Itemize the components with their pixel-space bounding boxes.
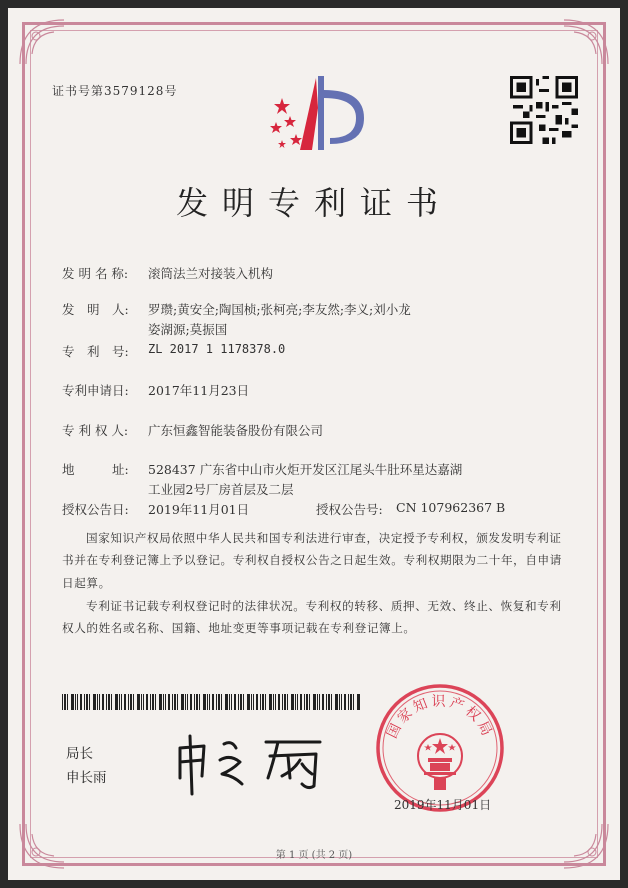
barcode-icon — [62, 694, 362, 710]
patentee-label: 专 利 权 人: — [62, 423, 129, 438]
patentee-name: 广东恒鑫智能装备股份有限公司 — [148, 423, 324, 438]
signatory-title: 局长 — [66, 746, 93, 762]
patent-office-emblem-icon — [260, 68, 370, 158]
address-label: 地 址: — [62, 462, 129, 477]
grant-date-label: 授权公告日: — [62, 502, 129, 517]
corner-ornament-bottom-right — [554, 814, 614, 874]
legal-paragraph-2: 专利证书记载专利权登记时的法律状况。专利权的转移、质押、无效、终止、恢复和专利权人的姓名或名称、国籍、地址变更等事项记载在专利登记簿上。 — [62, 599, 562, 636]
inventor-label: 发 明 人: — [62, 302, 129, 317]
legal-paragraph-1: 国家知识产权局依照中华人民共和国专利法进行审查，决定授予专利权，颁发发明专利证书并在专利登记簿上予以登记。专利权自授权公告之日起生效。专利权期限为二十年，自申请日起算。 — [62, 531, 562, 590]
corner-ornament-top-right — [554, 14, 614, 74]
grant-date: 2019年11月01日 — [148, 502, 250, 517]
corner-ornament-bottom-left — [14, 814, 74, 874]
filing-date-label: 专利申请日: — [62, 383, 129, 398]
signatory-name: 申长雨 — [66, 770, 107, 786]
certificate-number: 证书号第3579128号 — [52, 84, 178, 98]
seal-date: 2019年11月01日 — [394, 798, 492, 812]
invention-name-label: 发 明 名 称: — [62, 266, 129, 281]
page-number: 第 1 页 (共 2 页) — [275, 850, 353, 861]
grant-number: CN 107962367 B — [396, 500, 506, 515]
grant-number-label: 授权公告号: — [316, 502, 383, 517]
seal-text: 国家知识产权局 — [384, 694, 496, 741]
address-line-1: 528437 广东省中山市火炬开发区江尾头牛肚环星达嘉湖 — [148, 462, 463, 477]
qr-code-icon — [510, 76, 578, 144]
handwritten-signature — [170, 730, 330, 800]
inventors-line-1: 罗瓒;黄安全;陶国桢;张柯亮;李友然;李义;刘小龙 — [148, 302, 411, 317]
corner-ornament-top-left — [14, 14, 74, 74]
patent-number: ZL 2017 1 1178378.0 — [148, 342, 286, 356]
inventors-line-2: 姿湖源;莫振国 — [148, 322, 228, 337]
patent-number-label: 专 利 号: — [62, 344, 129, 359]
certificate-title: 发明专利证书 — [175, 184, 452, 222]
address-line-2: 工业园2号厂房首层及二层 — [148, 482, 294, 497]
official-seal — [374, 682, 506, 814]
filing-date: 2017年11月23日 — [148, 383, 250, 398]
invention-name: 滚筒法兰对接装入机构 — [148, 266, 274, 281]
